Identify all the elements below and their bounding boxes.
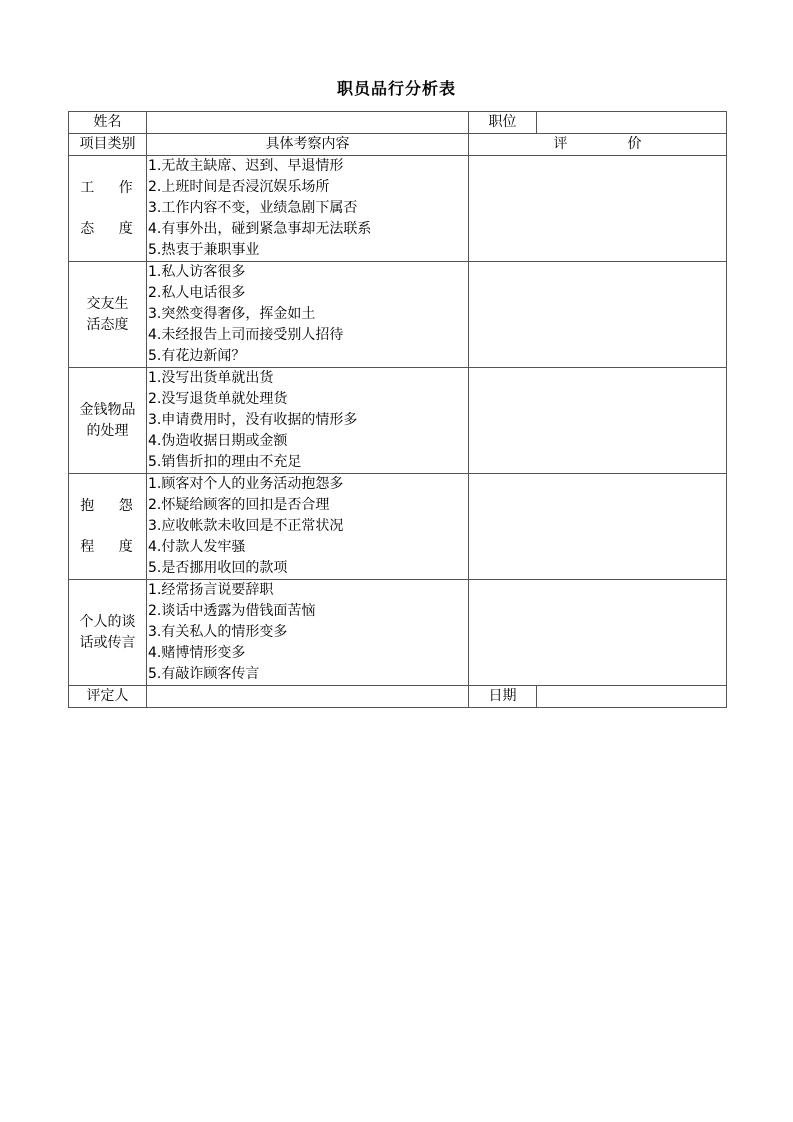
evaluation-field-complaints[interactable] bbox=[469, 474, 727, 580]
list-item: 1.私人访客很多 bbox=[148, 264, 246, 280]
items-rumors bbox=[147, 580, 469, 686]
category-social-life bbox=[69, 262, 147, 368]
category-line-1: 工 作 bbox=[80, 179, 143, 196]
items-money-handling bbox=[147, 368, 469, 474]
form-title: 职员品行分析表 bbox=[336, 79, 456, 98]
list-item: 1.没写出货单就出货 bbox=[148, 370, 274, 386]
position-label: 职位 bbox=[469, 112, 537, 134]
items-work-attitude bbox=[147, 156, 469, 262]
content-column-header: 具体考察内容 bbox=[147, 134, 469, 156]
section-row-social-life bbox=[69, 262, 727, 368]
list-item: 5.热衷于兼职事业 bbox=[148, 242, 260, 258]
list-item: 3.有关私人的情形变多 bbox=[148, 624, 288, 640]
evaluation-header-right: 价 bbox=[627, 136, 642, 152]
category-complaints bbox=[69, 474, 147, 580]
evaluation-field-rumors[interactable] bbox=[469, 580, 727, 686]
list-item: 1.经常扬言说要辞职 bbox=[148, 582, 274, 598]
list-item: 4.付款人发牢骚 bbox=[148, 539, 246, 555]
category-line-2: 程 度 bbox=[80, 538, 143, 555]
items-complaints bbox=[147, 474, 469, 580]
category-line-2: 话或传言 bbox=[79, 634, 136, 651]
list-item: 2.上班时间是否浸沉娱乐场所 bbox=[148, 179, 330, 195]
list-item: 5.有敲诈顾客传言 bbox=[148, 666, 260, 682]
date-label: 日期 bbox=[469, 686, 537, 708]
date-field[interactable] bbox=[537, 686, 727, 708]
evaluator-label: 评定人 bbox=[69, 686, 147, 708]
evaluation-field-social-life[interactable] bbox=[469, 262, 727, 368]
section-row-complaints bbox=[69, 474, 727, 580]
category-line-1: 交友生 bbox=[86, 295, 129, 312]
list-item: 1.顾客对个人的业务活动抱怨多 bbox=[148, 476, 344, 492]
section-row-work-attitude bbox=[69, 156, 727, 262]
list-item: 2.谈话中透露为借钱面苦恼 bbox=[148, 603, 316, 619]
section-row-rumors bbox=[69, 580, 727, 686]
list-item: 2.怀疑给顾客的回扣是否合理 bbox=[148, 497, 330, 513]
evaluation-field-money-handling[interactable] bbox=[469, 368, 727, 474]
category-money-handling bbox=[69, 368, 147, 474]
category-work-attitude bbox=[69, 156, 147, 262]
evaluation-field-work-attitude[interactable] bbox=[469, 156, 727, 262]
name-label: 姓名 bbox=[69, 112, 147, 134]
list-item: 4.未经报告上司而接受别人招待 bbox=[148, 327, 344, 343]
list-item: 5.销售折扣的理由不充足 bbox=[148, 454, 302, 470]
list-item: 3.突然变得奢侈，挥金如土 bbox=[148, 306, 316, 322]
list-item: 4.赌博情形变多 bbox=[148, 645, 246, 661]
list-item: 3.工作内容不变，业绩急剧下属否 bbox=[148, 200, 358, 216]
list-item: 4.有事外出，碰到紧急事却无法联系 bbox=[148, 221, 372, 237]
category-rumors bbox=[69, 580, 147, 686]
category-line-2: 态 度 bbox=[80, 220, 143, 237]
list-item: 3.应收帐款未收回是不正常状况 bbox=[148, 518, 344, 534]
footer-row bbox=[69, 686, 727, 708]
analysis-table bbox=[68, 111, 727, 708]
position-field[interactable] bbox=[537, 112, 727, 134]
items-social-life bbox=[147, 262, 469, 368]
list-item: 3.申请费用时，没有收据的情形多 bbox=[148, 412, 358, 428]
column-header-row bbox=[69, 134, 727, 156]
category-line-2: 的处理 bbox=[86, 422, 129, 439]
list-item: 2.私人电话很多 bbox=[148, 285, 246, 301]
list-item: 5.是否挪用收回的款项 bbox=[148, 560, 288, 576]
list-item: 5.有花边新闻？ bbox=[148, 348, 246, 364]
list-item: 2.没写退货单就处理货 bbox=[148, 391, 288, 407]
section-row-money-handling bbox=[69, 368, 727, 474]
category-column-header: 项目类别 bbox=[69, 134, 147, 156]
evaluation-column-header bbox=[469, 134, 727, 156]
category-line-1: 金钱物品 bbox=[79, 401, 136, 418]
evaluation-header-left: 评 bbox=[553, 136, 568, 152]
list-item: 1.无故主缺席、迟到、早退情形 bbox=[148, 158, 344, 174]
name-field[interactable] bbox=[147, 112, 469, 134]
header-row bbox=[69, 112, 727, 134]
category-line-1: 抱 怨 bbox=[80, 497, 143, 514]
category-line-1: 个人的谈 bbox=[79, 613, 136, 630]
list-item: 4.伪造收据日期或金额 bbox=[148, 433, 288, 449]
category-line-2: 活态度 bbox=[86, 316, 129, 333]
evaluator-field[interactable] bbox=[147, 686, 469, 708]
